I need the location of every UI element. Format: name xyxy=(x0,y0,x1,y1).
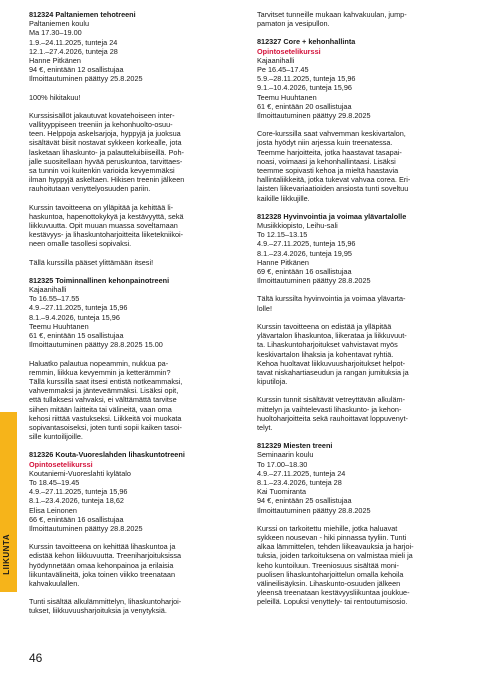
course-entry xyxy=(257,37,457,202)
course-description xyxy=(257,129,457,203)
course-detail-line: 61 €, enintään 15 osallistujaa xyxy=(29,331,124,341)
description-line: ilman hyppyjä askeltaen. Hikisen treenin jälkeen xyxy=(29,175,185,185)
description-line: välineilisäyksin. Lihaskunto-osuuden jälkeen xyxy=(257,578,401,588)
course-detail-line: 8.1.–23.4.2026, tunteja 19,95 xyxy=(257,248,352,258)
course-detail-line: 61 €, enintään 20 osallistujaa xyxy=(257,101,352,111)
description-line: kahvakuulallen. xyxy=(29,578,80,588)
description-line: Tällä kurssilla pääset ylittämään itsesi! xyxy=(29,257,154,267)
description-line: vahvemmaksi ja jänteveämmäksi. Lisäksi opit, xyxy=(29,386,179,396)
course-tag: Opintosetelikurssi xyxy=(29,459,93,469)
course-detail-line: Kajaanihalli xyxy=(29,285,67,295)
course-description xyxy=(29,542,245,588)
description-line: rauhoitutaan venyttelyosuuden pariin. xyxy=(29,184,151,194)
description-line: että tullaksesi vahvaksi, ei välttämättä tarvitse xyxy=(29,395,177,405)
course-detail-line: Koutaniemi-Vuoreslahti kylätalo xyxy=(29,468,131,478)
course-detail-line: Ilmoittautuminen päättyy 25.8.2025 xyxy=(29,74,143,84)
course-entry xyxy=(257,441,457,606)
description-line: edistää kehon liikkuvuutta. Treeniharjoituksissa xyxy=(29,551,182,561)
course-detail-line: 4.9.–27.11.2025, tunteja 15,96 xyxy=(257,239,356,249)
description-line: 100% hikitakuu! xyxy=(29,92,81,102)
course-detail-line: 5.9.–28.11.2025, tunteja 15,96 xyxy=(257,74,356,84)
description-line: Kurssin tavoitteena on kehittää lihaskuntoa ja xyxy=(29,542,176,552)
course-detail-line: To 18.45–19.45 xyxy=(29,477,80,487)
course-detail-line: Ilmoittautuminen päättyy 28.8.2025 xyxy=(257,505,371,515)
description-line: teemme sopivasti kehoa ja mieltä haastavia xyxy=(257,166,399,176)
description-line: vallityyppiseen treeniin ja kehonhuolto-osuu- xyxy=(29,120,173,130)
description-line: pamaton ja vesipullon. xyxy=(257,19,330,29)
description-line: laisten liikevariaatioiden ansiosta tunti soveltuu xyxy=(257,184,409,194)
course-title: 812327 Core + kehonhallinta xyxy=(257,37,356,47)
course-detail-line: Teemu Huuhtanen xyxy=(29,321,89,331)
description-line: puolisen lihaskuntoharjoittelun omalla kehoila xyxy=(257,569,404,579)
description-line: sille kuntoilijoille. xyxy=(29,432,83,442)
course-detail-line: 4.9.–27.11.2025, tunteja 15,96 xyxy=(29,303,128,313)
course-detail-line: 1.9.–24.11.2025, tunteja 24 xyxy=(29,37,118,47)
course-detail-line: Ilmoittautuminen päättyy 28.8.2025 xyxy=(257,276,371,286)
course-description xyxy=(257,322,457,386)
course-detail-line: 4.9.–27.11.2025, tunteja 24 xyxy=(257,468,346,478)
description-line: sa tunnin voi kuitenkin varioida kevyemmäksi xyxy=(29,166,175,176)
description-line: neen omalle tasollesi sopivaksi. xyxy=(29,239,132,249)
section-tab-label: LIIKUNTA xyxy=(2,534,11,575)
course-title: 812328 Hyvinvointia ja voimaa ylävartalolle xyxy=(257,211,407,221)
course-description xyxy=(29,203,245,249)
description-line: lolle! xyxy=(257,303,273,313)
course-title: 812329 Miesten treeni xyxy=(257,441,333,451)
course-detail-line: 9.1.–10.4.2026, tunteja 15,96 xyxy=(257,83,352,93)
left-column xyxy=(29,10,245,625)
page-number: 46 xyxy=(29,651,43,665)
description-line: josta hyödyt niin arjessa kuin treenatessa. xyxy=(257,138,393,148)
course-detail-line: Elisa Leinonen xyxy=(29,505,77,515)
description-line: Haluatko palautua nopeammin, nukkua pa- xyxy=(29,358,169,368)
description-line: Kurssin tavoitteena on edistää ja ylläpitää xyxy=(257,321,392,331)
course-detail-line: 8.1.–9.4.2026, tunteja 15,96 xyxy=(29,312,120,322)
course-detail-line: Pe 16.45–17.45 xyxy=(257,65,309,75)
course-detail-line: 69 €, enintään 16 osallistujaa xyxy=(257,267,352,277)
description-line: kehosi riittää vastukseksi. Liikkeitä voi muokata xyxy=(29,413,182,423)
description-line: kaikille liikkujille. xyxy=(257,193,310,203)
description-line: hallintaliikkeitä, jotka tukevat vahvaa corea. Eri- xyxy=(257,175,411,185)
description-line: tukset, liikkuvuusharjoituksia ja venytyksiä. xyxy=(29,606,167,616)
description-line: Tältä kurssilta hyvinvointia ja voimaa ylävarta- xyxy=(257,294,406,304)
description-line: telyt. xyxy=(257,422,273,432)
description-line: Tarvitset tunneille mukaan kahvakuulan, jump- xyxy=(257,10,407,19)
description-line: Tunti sisältää alkulämmittelyn, lihaskuntoharjoi- xyxy=(29,597,182,607)
description-line: ta. Lihaskuntoharjoitukset vahvistavat myös xyxy=(257,340,398,350)
description-line: yleensä treenataan kestävyysliikuntaa joukkue- xyxy=(257,588,410,598)
course-detail-line: Ilmoittautuminen päättyy 28.8.2025 xyxy=(29,523,143,533)
description-line: remmin, liikkua kevyemmin ja ketterämmin? xyxy=(29,367,171,377)
description-line: kiputiloja. xyxy=(257,377,288,387)
description-line: haskuntoa, hapenottokykyä ja kestävyyttä, sekä xyxy=(29,211,184,221)
description-line: noasi, voimaasi ja kehonhallintaasi. Lisäksi xyxy=(257,156,396,166)
course-detail-line: Musiikkiopisto, Leihu-sali xyxy=(257,221,338,231)
description-line: Tällä kurssilla saat itsesi entistä notkeammaksi, xyxy=(29,376,183,386)
description-line: Teemme harjoitteita, jotka haastavat tasapai- xyxy=(257,147,402,157)
course-detail-line: Teemu Huuhtanen xyxy=(257,92,317,102)
description-line: keskivartalon lihaksia ja kohentavat ryhtiä. xyxy=(257,349,394,359)
course-entry xyxy=(29,276,245,441)
continuation-text xyxy=(257,10,457,28)
course-entry xyxy=(29,10,245,267)
course-detail-line: Seminaarin koulu xyxy=(257,450,314,460)
description-line: liikuntavälineitä, joka toinen viikko treenataan xyxy=(29,569,176,579)
course-description xyxy=(29,359,245,442)
course-detail-line: To 16.55–17.55 xyxy=(29,294,80,304)
course-detail-line: 94 €, enintään 12 osallistujaa xyxy=(29,65,124,75)
description-line: ylävartalon lihaskuntoa, liikerataa ja liikkuvuut- xyxy=(257,331,407,341)
course-detail-line: 12.1.–27.4.2026, tunteja 28 xyxy=(29,46,118,56)
course-description xyxy=(29,111,245,194)
course-detail-line: 94 €, enintään 25 osallistujaa xyxy=(257,496,352,506)
course-detail-line: Kajaanihalli xyxy=(257,55,295,65)
course-detail-line: Hanne Pitkänen xyxy=(257,257,309,267)
course-description xyxy=(257,294,457,312)
course-detail-line: 66 €, enintään 16 osallistujaa xyxy=(29,514,124,524)
description-line: lasketaan lihaskunto- ja palautteluibiiseillä. Poh- xyxy=(29,147,184,157)
course-detail-line: 8.1.–23.4.2026, tunteja 28 xyxy=(257,477,342,487)
course-description xyxy=(29,93,245,102)
right-column xyxy=(257,10,457,616)
course-title: 812324 Paltaniemen tehotreeni xyxy=(29,10,136,19)
description-line: alkaa lämmittelen, tehden liikeavauksia ja harjoi- xyxy=(257,542,414,552)
course-description xyxy=(29,258,245,267)
description-line: jalle suositellaan hyvää peruskuntoa, tarvittaes- xyxy=(29,156,183,166)
course-detail-line: Ma 17.30–19.00 xyxy=(29,28,82,38)
course-detail-line: To 17.00–18.30 xyxy=(257,459,308,469)
description-line: Kurssi on tarkoitettu miehille, jotka haluavat xyxy=(257,523,398,533)
course-detail-line: 8.1.–23.4.2026, tunteja 18,62 xyxy=(29,496,124,506)
course-detail-line: Kai Tuomiranta xyxy=(257,487,307,497)
course-description xyxy=(257,395,457,432)
description-line: mittelyn ja vaihtelevasti lihaskunto- ja kehon- xyxy=(257,404,402,414)
description-line: siihen mitään laitteita tai välineitä, vaan oma xyxy=(29,404,172,414)
course-entry xyxy=(29,450,245,615)
course-detail-line: Ilmoittautuminen päättyy 28.8.2025 15.00 xyxy=(29,340,163,350)
course-detail-line: 4.9.–27.11.2025, tunteja 15,96 xyxy=(29,487,128,497)
description-line: sisältävät biisit nostavat sykkeen korkealle, jota xyxy=(29,138,182,148)
course-tag: Opintosetelikurssi xyxy=(257,46,321,56)
description-line: hyödynnetään omaa kehonpainoa ja erilaisia xyxy=(29,560,174,570)
description-line: Kehoa huoltavat liikkuvuusharjoitukset helpot- xyxy=(257,358,406,368)
description-line: tavat niskahartiaseudun ja rangan jumituksia ja xyxy=(257,367,409,377)
course-detail-line: Ilmoittautuminen päättyy 29.8.2025 xyxy=(257,111,371,121)
course-detail-line: Paltaniemen koulu xyxy=(29,19,90,29)
description-line: huoltoharjoitteita sekä rauhoittavat loppuvenyt- xyxy=(257,413,408,423)
description-line: tuksia, joiden tarkoituksena on valmistaa mieli ja xyxy=(257,551,413,561)
course-detail-line: Hanne Pitkänen xyxy=(29,56,81,66)
description-line: liikkuvuutta. Opit muuan muassa soveltamaan xyxy=(29,221,178,231)
course-entry xyxy=(257,212,457,432)
description-line: sykkeen nousevan - hiki pinnassa tyyliin. Tunti xyxy=(257,532,407,542)
description-line: teen. Helppoja askelsarjoja, hyppyjä ja juoksua xyxy=(29,129,181,139)
description-line: sopivantasoiseksi, joten tunti sopii kaiken tasoi- xyxy=(29,422,182,432)
description-line: Kurssisisällöt jakautuvat kovatehoiseen inter- xyxy=(29,110,175,120)
course-title: 812326 Kouta-Vuoreslahden lihaskuntotreeni xyxy=(29,450,185,460)
description-line: Kurssin tunnit sisältävät vetreyttävän alkuläm- xyxy=(257,395,406,405)
course-description xyxy=(257,524,457,607)
description-line: peleillä. Lopuksi venyttely- tai rentoutumisosio. xyxy=(257,597,408,607)
course-detail-line: To 12.15–13.15 xyxy=(257,230,308,240)
description-line: Core-kurssilla saat vahvemman keskivartalon, xyxy=(257,129,406,139)
course-description xyxy=(29,597,245,615)
description-line: kestävyys- ja lihaskuntoharjoitteita liiketekniikoi- xyxy=(29,230,184,240)
description-line: keho kuntoiluun. Treeniosuus sisältää moni- xyxy=(257,560,399,570)
description-line: Kurssin tavoitteena on ylläpitää ja kehittää li- xyxy=(29,202,173,212)
course-title: 812325 Toiminnallinen kehonpainotreeni xyxy=(29,275,170,285)
